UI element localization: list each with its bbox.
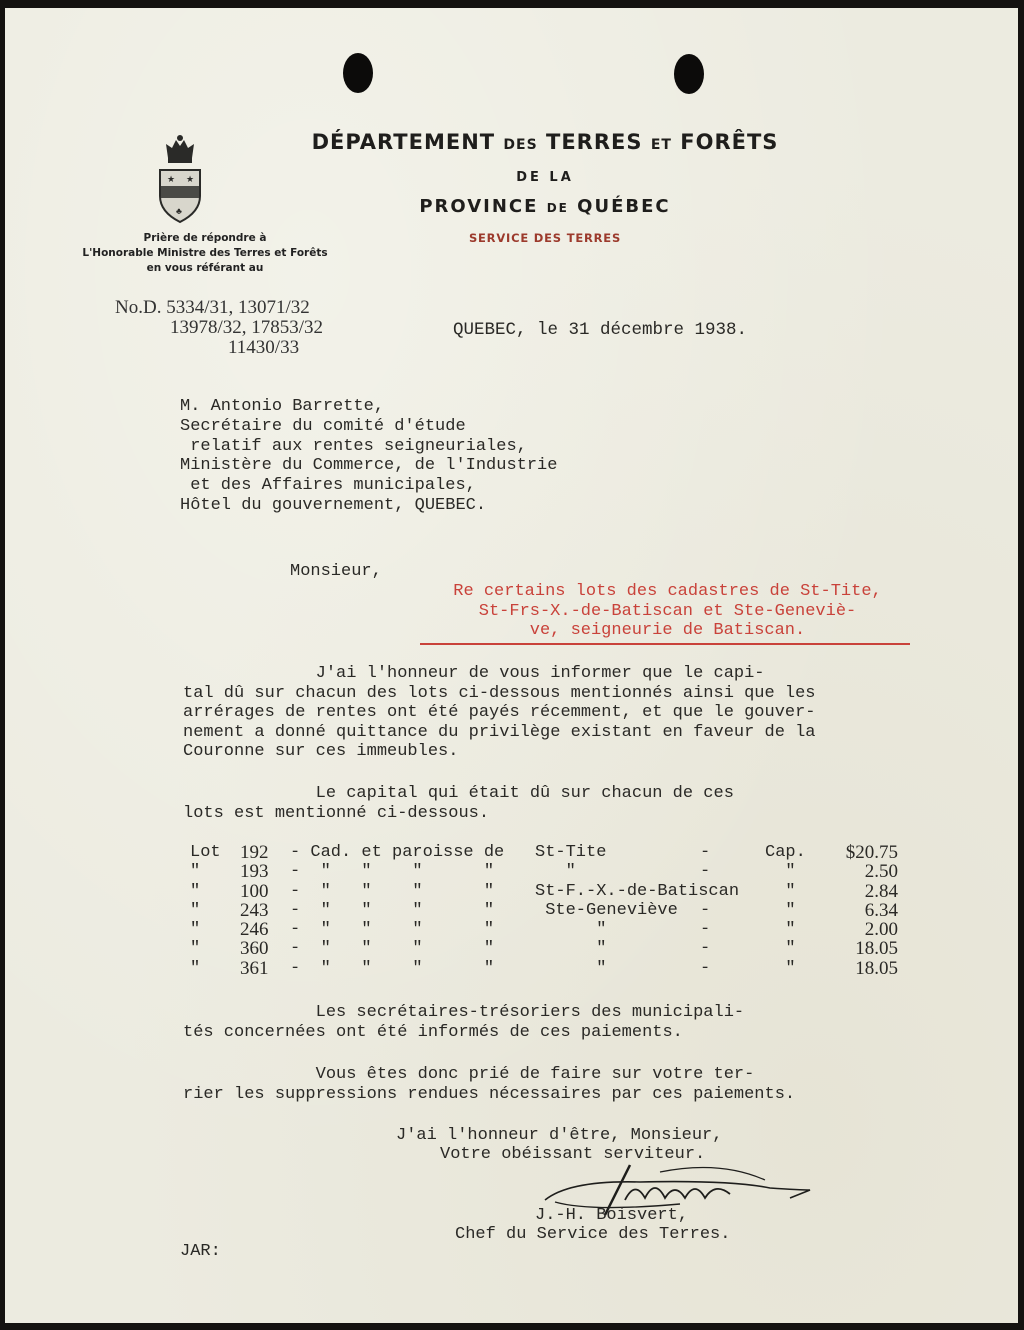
- subject-text: Re certains lots des cadastres de St-Tite,: [453, 582, 882, 601]
- province-title: [200, 196, 890, 217]
- svg-text:★: ★: [167, 174, 176, 184]
- lot-description: - " " " ": [290, 862, 495, 882]
- lot-prefix: ": [190, 900, 201, 920]
- lot-amount: 6.34: [864, 899, 898, 921]
- lot-cap-label: ": [765, 900, 796, 920]
- lot-description: - " " " ": [290, 881, 495, 901]
- lot-number: 193: [240, 861, 269, 883]
- lot-cap-label: ": [765, 862, 796, 882]
- signer-title: Chef du Service des Terres.: [455, 1225, 731, 1244]
- letter-date: QUEBEC, le 31 décembre 1938.: [453, 320, 748, 340]
- address-line: Hôtel du gouvernement, QUEBEC.: [180, 495, 487, 515]
- lot-dash: -: [700, 843, 711, 862]
- closing-line-1: J'ai l'honneur d'être, Monsieur,: [396, 1126, 723, 1145]
- lot-prefix: ": [190, 939, 201, 959]
- lot-amount: 18.05: [855, 957, 898, 979]
- closing-line-2: Votre obéissant serviteur.: [440, 1145, 706, 1164]
- lot-parish: Ste-Geneviève: [535, 900, 678, 920]
- department-title: [200, 130, 890, 154]
- svg-text:♣: ♣: [176, 206, 182, 216]
- prov-word: QUÉBEC: [577, 196, 671, 217]
- svg-text:★: ★: [186, 174, 195, 184]
- typist-initials: JAR:: [180, 1242, 221, 1261]
- reference-line: No.D. 5334/31, 13071/32: [115, 297, 310, 318]
- signer-name: J.-H. Boisvert,: [535, 1206, 689, 1225]
- lot-dash: -: [700, 900, 711, 920]
- lot-prefix: ": [190, 881, 201, 901]
- lot-description: - " " " ": [290, 939, 495, 959]
- lot-prefix: ": [190, 958, 201, 978]
- lot-description: - " " " ": [290, 958, 495, 978]
- reply-note: [50, 231, 360, 276]
- lot-amount: 2.50: [864, 861, 898, 883]
- reply-note-line: Prière de répondre à: [143, 232, 267, 244]
- address-line: Secrétaire du comité d'étude: [180, 416, 466, 436]
- dept-word: FORÊTS: [680, 130, 779, 154]
- lot-description: - " " " ": [290, 900, 495, 920]
- body-paragraph-4: Vous êtes donc prié de faire sur votre ter- rier les suppressions rendues nécessaires par ces paiements.: [183, 1065, 796, 1104]
- lot-description: - Cad. et paroisse de: [290, 843, 505, 862]
- dept-word: DÉPARTEMENT: [311, 130, 496, 154]
- prov-word: PROVINCE: [419, 196, 539, 217]
- lot-dash: -: [700, 939, 711, 959]
- body-paragraph-1: J'ai l'honneur de vous informer que le capi- tal dû sur chacun des lots ci-dessous mentionnés ainsi que les arrérages de rentes ont été payés récemment, et que le gouver- nement a donné quittance du privilège existant en faveur de la Couronne sur ces immeubles.: [183, 664, 816, 761]
- punch-hole-right: [674, 54, 704, 94]
- lot-number: 192: [240, 842, 269, 863]
- lot-dash: -: [700, 862, 711, 882]
- salutation: Monsieur,: [290, 562, 382, 581]
- lot-amount: 2.00: [864, 919, 898, 941]
- lot-cap-label: ": [765, 958, 796, 978]
- lot-parish: St-F.-X.-de-Batiscan: [535, 881, 740, 901]
- lot-number: 360: [240, 938, 269, 960]
- lot-parish: St-Tite: [535, 843, 607, 862]
- lot-description: - " " " ": [290, 920, 495, 940]
- lot-parish: ": [535, 862, 576, 882]
- lot-cap-label: ": [765, 939, 796, 959]
- punch-hole-left: [343, 53, 373, 93]
- lot-parish: ": [535, 958, 607, 978]
- prov-word: DE: [546, 201, 569, 215]
- subject-text: ve, seigneurie de Batiscan.: [529, 621, 806, 640]
- dept-word: DES: [503, 137, 538, 153]
- lot-prefix: ": [190, 862, 201, 882]
- lot-number: 361: [240, 957, 269, 979]
- body-paragraph-3: Les secrétaires-trésoriers des municipali- tés concernées ont été informés de ces paiements.: [183, 1003, 745, 1042]
- lot-number: 246: [240, 919, 269, 941]
- address-line: relatif aux rentes seigneuriales,: [180, 436, 527, 456]
- lot-cap-label: ": [765, 920, 796, 940]
- address-line: Ministère du Commerce, de l'Industrie: [180, 456, 558, 476]
- lot-prefix: ": [190, 920, 201, 940]
- reference-line: 11430/33: [228, 337, 300, 358]
- subject-underline: [420, 643, 910, 645]
- address-line: M. Antonio Barrette,: [180, 397, 385, 416]
- letterhead-de-la: DE LA: [516, 170, 574, 185]
- lot-cap-label: Cap.: [765, 843, 806, 862]
- lot-prefix: Lot: [190, 843, 221, 862]
- subject-line: [400, 582, 935, 641]
- lot-amount: 2.84: [864, 880, 898, 902]
- lot-amount: $20.75: [845, 842, 898, 863]
- lot-dash: -: [700, 920, 711, 940]
- service-title: SERVICE DES TERRES: [468, 231, 622, 245]
- recipient-address: [180, 397, 557, 516]
- subject-text: St-Frs-X.-de-Batiscan et Ste-Geneviè-: [478, 601, 857, 621]
- reference-numbers: [115, 298, 323, 358]
- reference-line: 13978/32, 17853/32: [170, 317, 324, 338]
- lot-amount: 18.05: [855, 938, 898, 960]
- lot-number: 243: [240, 899, 269, 921]
- body-paragraph-2: Le capital qui était dû sur chacun de ces lots est mentionné ci-dessous.: [183, 784, 734, 823]
- lot-parish: ": [535, 920, 607, 940]
- lot-number: 100: [240, 880, 269, 902]
- dept-word: ET: [650, 137, 672, 153]
- address-line: et des Affaires municipales,: [180, 476, 476, 496]
- lot-cap-label: ": [765, 881, 796, 901]
- lot-parish: ": [535, 939, 607, 959]
- dept-word: TERRES: [546, 130, 643, 154]
- reply-note-line: en vous référant au: [146, 262, 264, 274]
- reply-note-line: L'Honorable Ministre des Terres et Forêts: [82, 247, 328, 259]
- lot-dash: -: [700, 958, 711, 978]
